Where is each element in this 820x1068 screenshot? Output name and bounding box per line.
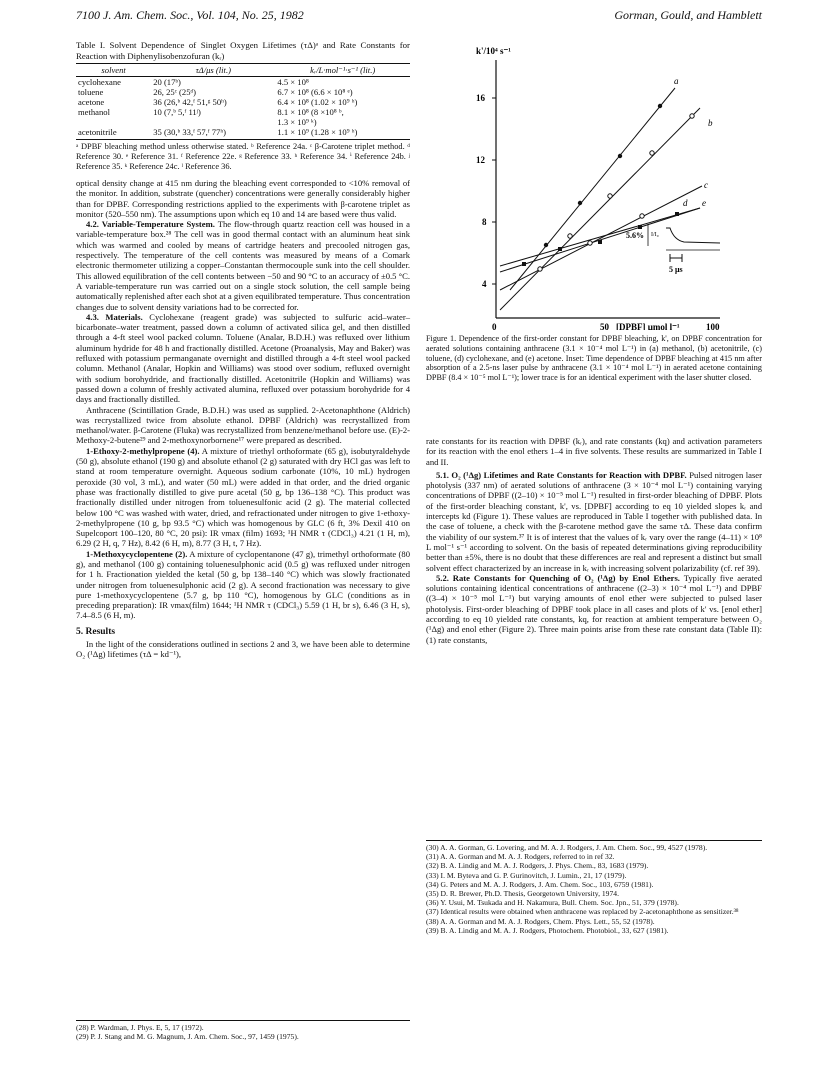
running-head-right: Gorman, Gould, and Hamblett	[614, 8, 762, 22]
table-cell: methanol	[78, 107, 110, 117]
paragraph-text: Cyclohexane (reagent grade) was subjected to sulfuric acid–water–bicarbonate–water treatment, passed down a column of activated silica gel, and then distilled through a 4-ft steel wool packed column. Toluene (Analar, B.D.H.) was refluxed over lithium aluminum hydride for 48 h and fractionally distilled. Acetone (Proanalysis, May and Baker) was refluxed with potassium permanganate overnight and distilled through a 4-ft steel wool packed column. Methanol (Analar, Hopkin and Williams) was stood over sodium, refluxed overnight with sodium borohydride, and fractionally distilled. Acetonitrile (Hopkin and Williams) was passed down a column of freshly activated alumina, refluxed over potassium borohydride for 4 days and fractionally distilled.	[76, 311, 410, 405]
paragraph: Anthracene (Scintillation Grade, B.D.H.) was used as supplied. 2-Acetonaphthone (Aldrich) was recrystallized twice from absolute ethanol. DPBF (Aldrich) was recrystallized from methanol/water. β-Carotene (Fluka) was recrystallized from benzene/methanol before use. (E)-2-Methoxy-2-butene²⁹ and 2-methoxynorbornene¹⁷ were prepared as described.	[76, 404, 410, 446]
table-row	[76, 87, 410, 97]
data-point	[690, 114, 694, 118]
figure-caption: Figure 1. Dependence of the first-order constant for DPBF bleaching, k', on DPBF concentration for aerated solutions containing anthracene (3.1 × 10⁻⁴ mol L⁻¹) in (a) methanol, (b) acetonitrile, (c) toluene, (d) cyclohexane, and (e) acetone. Inset: Time dependence of DPBF bleaching at 415 nm after absorption of a 2.5-ns laser pulse by anthracene (3.1 × 10⁻⁴ mol L⁻¹) in aerated acetone containing DPBF (8.4 × 10⁻⁵ mol L⁻¹); lower trace is for an identical experiment with the laser shutter closed.	[426, 334, 762, 383]
reference: (29) P. J. Stang and M. G. Magnum, J. Am. Chem. Soc., 97, 1459 (1975).	[76, 1032, 299, 1042]
figure-plot	[470, 40, 740, 330]
data-point	[650, 151, 654, 155]
table-header-lifetime: τΔ/μs (lit.)	[151, 64, 275, 77]
table-cell: acetonitrile	[76, 127, 151, 140]
table-cell: 10 (7,ᵇ 5,ᶠ 11ʲ)	[153, 107, 201, 117]
table-cell: 6.4 × 10⁸ (1.02 × 10⁹ ʰ)	[277, 97, 358, 107]
x-tick-label: 0	[492, 322, 497, 330]
table-row	[76, 97, 410, 107]
series-line-c	[500, 186, 702, 290]
table-title: Table I. Solvent Dependence of Singlet Oxygen Lifetimes (τΔ)ᵃ and Rate Constants for Reaction with Diphenylisobenzofuran (kᵣ)	[76, 40, 410, 61]
data-point	[618, 154, 622, 158]
left-references	[76, 1020, 410, 1041]
scale-bar-label: 5 μs	[669, 265, 683, 274]
paragraph-text: Typically five aerated solutions containing identical concentrations of anthracene ((2–3) × 10⁻⁴ mol L⁻¹) and DPBF ((3–4) × 10⁻⁵ mol L⁻¹) but varying amounts of enol ether were subjected to pulsed laser photolysis. First-order bleaching of DPBF took place in all cases and plots of k' vs. [enol ether] according to eq 10 yielded rate constants, kq, for reaction at ambient temperature between O₂ (¹Δg) and enol ether (Figure 2). Three main points arise from these rate constant data (Table II): (1) rate constants,	[426, 572, 762, 645]
reference: (34) G. Peters and M. A. J. Rodgers, J. Am. Chem. Soc., 103, 6759 (1981).	[426, 879, 654, 889]
series-line-a	[510, 88, 675, 290]
table-footnotes: ᵃ DPBF bleaching method unless otherwise stated. ᵇ Reference 24a. ᶜ β-Carotene triplet method. ᵈ Reference 30. ᵉ Reference 31. ᶠ Reference 22e. ᵍ Reference 33. ʰ Reference 34. ⁱ Reference 24b. ʲ Reference 35. ᵏ Reference 24c. ˡ Reference 36.	[76, 142, 410, 171]
data-point	[544, 243, 548, 247]
compound-heading: 1-Ethoxy-2-methylpropene (4).	[86, 445, 200, 456]
reference: (37) Identical results were obtained when anthracene was replaced by 2-acetonaphthone as sensitizer.³⁸	[426, 907, 739, 917]
section-heading: 5. Results	[76, 626, 116, 637]
paragraph-text: A mixture of cyclopentanone (47 g), trimethyl orthoformate (80 g), and methanol (100 g) containing toluenesulphonic acid (0.5 g) was refluxed under nitrogen for 1 h. Fractionation yielded the ketal (50 g, bp 138–140 °C) which was slowly fractionated under nitrogen from toluenesulphonic acid (2 g). A second fractionation was necessary to give pure 1-methoxycyclopentene (5.7 g, bp 110 °C), homogenous by GLC (conditions as in preceding preparation): IR νmax(film) 1644; ¹H NMR τ (CDCl₃) 5.59 (1 H, br s), 6.46 (3 H, s), 7.4–8.5 (6 H, m).	[76, 548, 410, 621]
y-tick-label: 4	[482, 279, 487, 289]
inset-axis-label: I/I₀	[651, 232, 659, 238]
reference: (33) I. M. Byteva and G. P. Gurinovitch, J. Lumin., 21, 17 (1979).	[426, 870, 627, 880]
right-references	[426, 840, 762, 935]
data-point	[568, 234, 572, 238]
subsection-heading: 4.3. Materials.	[86, 311, 143, 322]
data-point	[598, 240, 602, 244]
y-tick-label: 12	[476, 155, 485, 165]
data-point	[658, 104, 662, 108]
y-tick-label: 8	[482, 217, 487, 227]
series-label-a: a	[674, 76, 679, 86]
running-head	[76, 8, 762, 26]
table-row	[76, 127, 410, 140]
reference: (39) B. A. Lindig and M. A. J. Rodgers, Photochem. Photobiol., 33, 627 (1981).	[426, 925, 669, 935]
reference: (35) D. R. Brewer, Ph.D. Thesis, Georgetown University, 1974.	[426, 889, 619, 899]
x-axis-label: [DPBF] μmol l⁻¹	[616, 322, 680, 330]
reference: (28) P. Wardman, J. Phys. E, 5, 17 (1972).	[76, 1023, 204, 1032]
paragraph-text: The flow-through quartz reaction cell was housed in a variable-temperature box.²⁸ The cell was in good thermal contact with an aluminum heat sink which was warmed and cooled by means of cartridge heaters and precooled nitrogen gas, respectively. The temperature of the cell contents was measured by means of a Comark electronic thermometer utilizing a copper–Constantan thermocouple sunk into the cell shoulder. This allowed equilibration of the cell contents between −50 and 90 °C to an accuracy of ±0.5 °C. A variable-temperature run was carried out on a single stock solution, the cell sample being automatically replenished after each shot at a given equilibrated temperature. Thus concentration changes due to solvent density variations had to be corrected for.	[76, 219, 410, 312]
table-cell: 20 (17ᵇ)	[153, 77, 181, 87]
inset-trace	[666, 228, 720, 243]
table-1	[76, 63, 410, 140]
table-cell: 4.5 × 10⁸	[277, 77, 309, 87]
data-point	[608, 194, 612, 198]
table-header-rate: kᵣ/L·mol⁻¹·s⁻¹ (lit.)	[275, 64, 410, 77]
data-point	[558, 247, 562, 251]
paragraph: rate constants for its reaction with DPBF (kᵣ), and rate constants (kq) and activation parameters for its reaction with the enol ethers 1–4 in five solvents. These results are summarized in Table I and II.	[426, 436, 762, 467]
data-point	[640, 214, 644, 218]
table-cell: toluene	[78, 87, 104, 97]
table-cell: 8.1 × 10⁸ (8 ×10⁸ ᵇ,	[277, 107, 344, 117]
data-point	[588, 241, 592, 245]
table-cell: 26, 25ᶜ (25ᵈ)	[153, 87, 197, 97]
data-point	[675, 212, 679, 216]
inset	[626, 224, 720, 274]
table-cell: 36 (26,ᵇ 42,ᶠ 51,ᵍ 50ʰ)	[153, 97, 227, 107]
table-cell: 35 (30,ᵇ 33,ᶠ 57,ᶠ 77ʰ)	[151, 127, 275, 140]
table-header-solvent: solvent	[76, 64, 151, 77]
figure-1	[470, 40, 740, 330]
reference: (38) A. A. Gorman and M. A. J. Rodgers, Chem. Phys. Lett., 55, 52 (1978).	[426, 916, 655, 926]
subsection-heading: 5.1. O₂ (¹Δg) Lifetimes and Rate Constants for Reaction with DPBF.	[436, 469, 687, 480]
table-cell: 1.1 × 10⁹ (1.28 × 10⁹ ʰ)	[275, 127, 410, 140]
table-row	[76, 107, 410, 117]
data-points	[522, 104, 679, 266]
x-tick-label: 50	[600, 322, 609, 330]
series-label-d: d	[683, 198, 688, 208]
paragraph	[76, 312, 410, 405]
series-label-e: e	[702, 198, 706, 208]
table-row	[76, 77, 410, 88]
data-point	[522, 262, 526, 266]
data-point	[538, 267, 542, 271]
table-row	[76, 117, 410, 127]
paragraph: In the light of the considerations outlined in sections 2 and 3, we have been able to determine O₂ (¹Δg) lifetimes (τΔ = kd⁻¹),	[76, 639, 410, 660]
reference: (30) A. A. Gorman, G. Lovering, and M. A. J. Rodgers, J. Am. Chem. Soc., 99, 4527 (1978).	[426, 843, 708, 852]
paragraph	[426, 470, 762, 573]
table-cell: 6.7 × 10⁸ (6.6 × 10⁸ ᵉ)	[277, 87, 353, 97]
y-axis-label: k'/10⁴ s⁻¹	[476, 46, 511, 56]
table-cell	[151, 117, 275, 127]
paragraph-text: Pulsed nitrogen laser photolysis (337 nm) of aerated solutions of anthracene (3 × 10⁻⁴ mol L⁻¹) containing varying concentrations of DPBF ((2–10) × 10⁻⁵ mol L⁻¹) resulted in first-order bleaching of DPBF. Plots of the first-order bleaching constant, k', vs. [DPBF] according to eq 10 yielded slopes kᵣ and intercepts kd (Figure 1). These values are reproduced in Table I together with published data. In the case of toluene, a check with the β-carotene method gave the same τΔ. These data confirm the viability of our system.³⁷ It is of interest that the values of kᵣ vary over the range (4–11) × 10⁸ L mol⁻¹ s⁻¹ according to solvent. On the basis of repeated determinations giving reproducibility better than ±5%, there is no doubt that these differences are real and represent a distinct but small solvent effect characterized by an increase in kᵣ with increasing solvent polarizability (cf. ref 39).	[426, 469, 762, 573]
data-point	[638, 225, 642, 229]
table-cell: acetone	[78, 97, 105, 107]
subsection-heading: 5.2. Rate Constants for Quenching of O₂ (¹Δg) by Enol Ethers.	[436, 572, 680, 583]
running-head-left: 7100 J. Am. Chem. Soc., Vol. 104, No. 25, 1982	[76, 8, 304, 22]
paragraph	[76, 446, 410, 549]
table-cell: 1.3 × 10⁹ ᵏ)	[277, 117, 317, 127]
series-label-c: c	[704, 180, 708, 190]
reference: (31) A. A. Gorman and M. A. J. Rodgers, referred to in ref 32.	[426, 852, 615, 862]
paragraph	[76, 549, 410, 621]
reference: (32) B. A. Lindig and M. A. J. Rodgers, J. Phys. Chem., 83, 1683 (1979).	[426, 861, 649, 871]
table-cell: cyclohexane	[78, 77, 121, 87]
y-tick-label: 16	[476, 93, 485, 103]
right-column	[426, 436, 762, 645]
series-label-b: b	[708, 118, 713, 128]
paragraph	[426, 573, 762, 645]
subsection-heading: 4.2. Variable-Temperature System.	[86, 219, 215, 230]
x-tick-label: 100	[706, 322, 720, 330]
compound-heading: 1-Methoxycyclopentene (2).	[86, 548, 188, 559]
series-line-b	[500, 108, 700, 310]
reference: (36) Y. Usui, M. Tsukada and H. Nakamura, Bull. Chem. Soc. Jpn., 51, 379 (1978).	[426, 898, 679, 908]
paragraph-text: A mixture of triethyl orthoformate (65 g), isobutyraldehyde (50 g), absolute ethanol (190 g) and absolute ethanol (2 g) saturated with dry HCl gas was left to stand at room temperature overnight. Aqueous sodium carbonate (10%, 10 mL) hydrogen peroxide (30 vol, 3 mL), and water (50 mL) were added in that order, and the dried organic phase was fractionally distilled to give pure acetal (50 g, bp 136–138 °C). This product was fractionally distilled under nitrogen from toluenesulfonic acid (2 g). The material collected below 100 °C was washed with water, dried, and refractionated under nitrogen to give 1-ethoxy-2-methylpropene (10 g, bp 93.5 °C) which was homogenous by GLC (6 ft, 3% Dexil 410 on Supelcoport 100–120, 80 °C, 20 psi): IR νmax (film) 1693; ¹H NMR τ (CDCl₃) 4.21 (1 H, m), 6.29 (2 H, q, 7 Hz), 8.42 (6 H, m), 8.77 (3 H, t, 7 Hz).	[76, 445, 410, 549]
paragraph	[76, 219, 410, 312]
paragraph: optical density change at 415 nm during the bleaching event corresponded to <10% removal of the monitor. In addition, substrate (quencher) concentrations were generally considerably higher than for DPBF. Corresponding restrictions applied to the experiments with β-carotene triplet as monitor (520–550 nm). The assumptions upon which eq 10 and 14 are based were thus valid.	[76, 178, 410, 219]
inset-label: 5.6%	[626, 231, 644, 240]
table-cell	[76, 117, 151, 127]
data-point	[578, 201, 582, 205]
left-column	[76, 40, 410, 660]
